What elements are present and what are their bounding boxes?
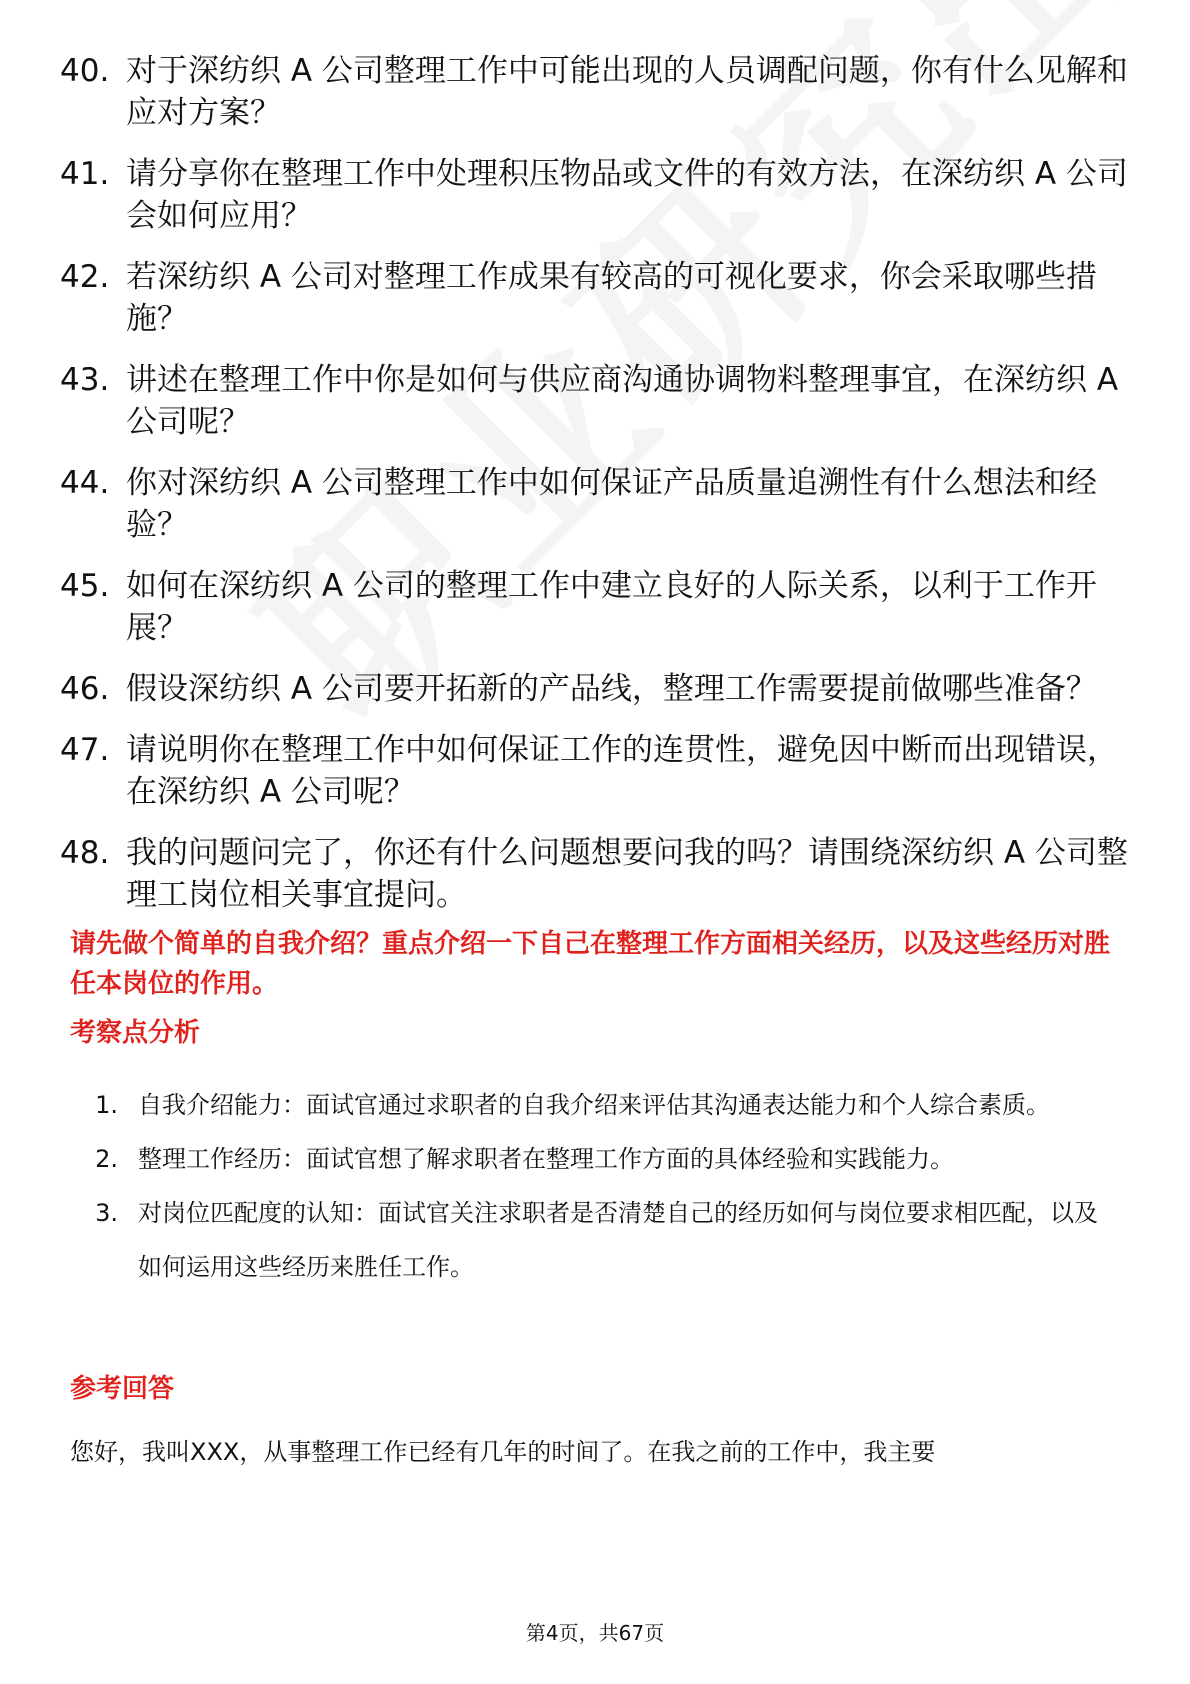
analysis-item [70,1132,1120,1186]
reference-answer: 您好，我叫XXX，从事整理工作已经有几年的时间了。在我之前的工作中，我主要 [70,1438,936,1466]
question-number: 43. [60,362,110,398]
analysis-item [70,1186,1120,1294]
analysis-text: 对岗位匹配度的认知：面试官关注求职者是否清楚自己的经历如何与岗位要求相匹配，以及如何运用这些经历来胜任工作。 [138,1199,1098,1281]
question-number: 40. [60,53,110,89]
question-text: 你对深纺织 A 公司整理工作中如何保证产品质量追溯性有什么想法和经验？ [126,465,1097,543]
question-number: 46. [60,671,110,707]
analysis-text: 自我介绍能力：面试官通过求职者的自我介绍来评估其沟通表达能力和个人综合素质。 [138,1091,1050,1119]
analysis-item [70,1078,1120,1132]
question-item [60,668,1140,710]
analysis-number: 3. [95,1199,118,1227]
question-text: 讲述在整理工作中你是如何与供应商沟通协调物料整理事宜，在深纺织 A 公司呢？ [126,362,1119,440]
question-item [60,565,1140,649]
question-item [60,832,1140,916]
analysis-number: 2. [95,1145,118,1173]
question-number: 48. [60,835,110,871]
question-number: 44. [60,465,110,501]
question-text: 请分享你在整理工作中处理积压物品或文件的有效方法，在深纺织 A 公司会如何应用？ [126,156,1128,234]
question-text: 如何在深纺织 A 公司的整理工作中建立良好的人际关系，以利于工作开展？ [126,568,1097,646]
question-text: 请说明你在整理工作中如何保证工作的连贯性，避免因中断而出现错误，在深纺织 A 公司呢？ [126,732,1118,810]
question-item [60,462,1140,546]
reference-heading: 参考回答 [70,1374,175,1404]
question-item [60,50,1140,134]
analysis-heading: 考察点分析 [70,1018,201,1048]
question-text: 对于深纺织 A 公司整理工作中可能出现的人员调配问题，你有什么见解和应对方案？ [126,53,1128,131]
question-number: 47. [60,732,110,768]
analysis-number: 1. [95,1091,118,1119]
question-text: 我的问题问完了，你还有什么问题想要问我的吗？请围绕深纺织 A 公司整理工岗位相关事宜提问。 [126,835,1128,913]
analysis-text: 整理工作经历：面试官想了解求职者在整理工作方面的具体经验和实践能力。 [138,1145,954,1173]
question-item [60,729,1140,813]
analysis-list [70,1078,1120,1294]
highlighted-question: 请先做个简单的自我介绍？重点介绍一下自己在整理工作方面相关经历，以及这些经历对胜任本岗位的作用。 [70,929,1111,999]
question-item [60,153,1140,237]
question-number: 41. [60,156,110,192]
question-list [60,50,1140,935]
question-item [60,256,1140,340]
question-text: 若深纺织 A 公司对整理工作成果有较高的可视化要求，你会采取哪些措施？ [126,259,1097,337]
question-number: 42. [60,259,110,295]
question-text: 假设深纺织 A 公司要开拓新的产品线，整理工作需要提前做哪些准备？ [126,671,1097,707]
question-number: 45. [60,568,110,604]
page-number: 第4页，共67页 [525,1621,665,1645]
question-item [60,359,1140,443]
